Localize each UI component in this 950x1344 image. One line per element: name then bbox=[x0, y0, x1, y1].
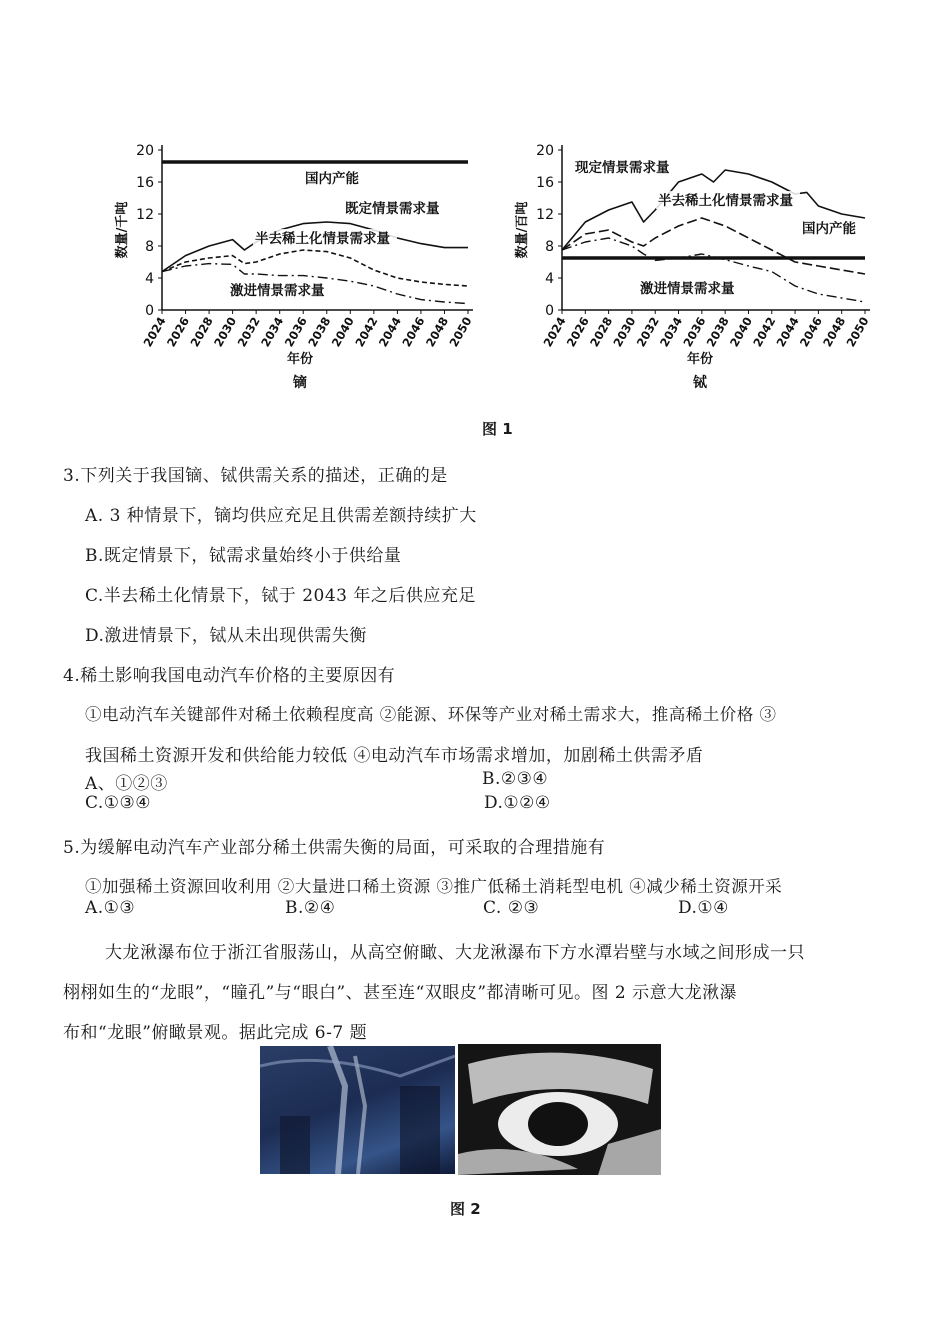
x-tick-label: 2036 bbox=[680, 314, 709, 350]
series-annotation: 激进情景需求量 bbox=[640, 281, 735, 297]
series-annotation: 国内产能 bbox=[802, 221, 856, 237]
q5-option-c: C. ②③ bbox=[483, 898, 540, 918]
series-line bbox=[162, 250, 468, 286]
y-tick-label: 8 bbox=[145, 239, 154, 255]
q5-stem: 5.为缓解电动汽车产业部分稀土供需失衡的局面，可采取的合理措施有 bbox=[63, 838, 606, 858]
x-axis-label: 年份 bbox=[286, 352, 314, 367]
x-tick-label: 2040 bbox=[726, 314, 756, 350]
figure1-caption: 图 1 bbox=[482, 420, 513, 438]
q3-option-a: A. 3 种情景下，镝均供应充足且供需差额持续扩大 bbox=[85, 506, 477, 526]
series-annotation: 既定情景需求量 bbox=[345, 201, 440, 217]
q5-option-b: B.②④ bbox=[285, 898, 336, 918]
passage-line2: 栩栩如生的“龙眼”，“瞳孔”与“眼白”、甚至连“双眼皮”都清晰可见。图 2 示意大龙湫瀑 bbox=[63, 983, 738, 1003]
q5-option-d: D.①④ bbox=[678, 898, 729, 918]
x-tick-label: 2042 bbox=[750, 314, 779, 350]
series-annotation: 半去稀土化情景需求量 bbox=[255, 231, 390, 247]
x-tick-label: 2026 bbox=[563, 314, 592, 350]
chart-subtitle: 镝 bbox=[293, 375, 307, 391]
y-tick-label: 12 bbox=[536, 207, 554, 223]
y-tick-label: 4 bbox=[145, 271, 154, 287]
y-tick-label: 4 bbox=[545, 271, 554, 287]
x-tick-label: 2044 bbox=[375, 314, 404, 350]
x-tick-label: 2050 bbox=[843, 314, 872, 350]
figure2-caption: 图 2 bbox=[450, 1200, 481, 1218]
x-tick-label: 2046 bbox=[796, 314, 825, 350]
chart-subtitle: 铽 bbox=[693, 375, 707, 391]
dragon-eye-photo bbox=[458, 1044, 661, 1175]
x-tick-label: 2040 bbox=[328, 314, 357, 350]
x-tick-label: 2032 bbox=[633, 314, 662, 350]
x-tick-label: 2048 bbox=[820, 314, 849, 350]
x-tick-label: 2038 bbox=[305, 314, 334, 350]
y-axis-label: 数量/百吨 bbox=[515, 201, 530, 259]
x-tick-label: 2044 bbox=[773, 314, 802, 350]
y-tick-label: 12 bbox=[136, 207, 154, 223]
passage-line3: 布和“龙眼”俯瞰景观。据此完成 6-7 题 bbox=[63, 1023, 368, 1043]
x-tick-label: 2042 bbox=[352, 314, 381, 350]
x-tick-label: 2048 bbox=[422, 314, 452, 350]
y-axis-label: 数量/千吨 bbox=[115, 201, 130, 259]
x-tick-label: 2026 bbox=[164, 314, 193, 350]
y-tick-label: 20 bbox=[136, 143, 154, 159]
x-tick-label: 2050 bbox=[446, 314, 475, 350]
q3-stem: 3.下列关于我国镝、铽供需关系的描述，正确的是 bbox=[63, 466, 448, 486]
y-tick-label: 16 bbox=[136, 175, 154, 191]
q4-stem: 4.稀土影响我国电动汽车价格的主要原因有 bbox=[63, 666, 396, 686]
chart-terbium bbox=[510, 135, 890, 405]
waterfall-photo bbox=[260, 1046, 455, 1174]
x-tick-label: 2034 bbox=[258, 314, 287, 350]
x-tick-label: 2024 bbox=[540, 314, 569, 350]
y-tick-label: 16 bbox=[536, 175, 554, 191]
x-tick-label: 2030 bbox=[610, 314, 639, 350]
q5-option-a: A.①③ bbox=[85, 898, 136, 918]
series-annotation: 现定情景需求量 bbox=[575, 160, 670, 176]
x-tick-label: 2028 bbox=[187, 314, 216, 350]
q4-option-b: B.②③④ bbox=[482, 769, 549, 789]
q4-option-c: C.①③④ bbox=[85, 793, 152, 813]
x-tick-label: 2034 bbox=[657, 314, 686, 350]
series-annotation: 半去稀土化情景需求量 bbox=[658, 193, 793, 209]
x-tick-label: 2038 bbox=[703, 314, 732, 350]
x-tick-label: 2030 bbox=[211, 314, 240, 350]
q3-option-c: C.半去稀土化情景下，铽于 2043 年之后供应充足 bbox=[85, 586, 476, 606]
series-annotation: 国内产能 bbox=[305, 171, 359, 187]
q4-statements-line2: 我国稀土资源开发和供给能力较低 ④电动汽车市场需求增加，加剧稀土供需矛盾 bbox=[85, 746, 704, 766]
y-tick-label: 20 bbox=[536, 143, 554, 159]
passage-line1: 大龙湫瀑布位于浙江省服荡山，从高空俯瞰、大龙湫瀑布下方水潭岩壁与水域之间形成一只 bbox=[105, 943, 805, 963]
y-tick-label: 8 bbox=[545, 239, 554, 255]
x-tick-label: 2028 bbox=[587, 314, 616, 350]
x-tick-label: 2036 bbox=[281, 314, 310, 350]
x-tick-label: 2046 bbox=[399, 314, 428, 350]
q4-option-a: A、①②③ bbox=[85, 774, 168, 794]
x-tick-label: 2032 bbox=[234, 314, 263, 350]
q4-option-d: D.①②④ bbox=[484, 793, 551, 813]
q3-option-b: B.既定情景下，铽需求量始终小于供给量 bbox=[85, 546, 402, 566]
chart-dysprosium bbox=[110, 135, 490, 405]
series-annotation: 激进情景需求量 bbox=[230, 283, 325, 299]
q5-statements: ①加强稀土资源回收利用 ②大量进口稀土资源 ③推广低稀土消耗型电机 ④减少稀土资源开采 bbox=[85, 877, 783, 896]
x-tick-label: 2024 bbox=[140, 314, 169, 350]
x-axis-label: 年份 bbox=[686, 352, 714, 367]
y-tick-label: 0 bbox=[545, 303, 554, 319]
y-tick-label: 0 bbox=[145, 303, 154, 319]
q3-option-d: D.激进情景下，铽从未出现供需失衡 bbox=[85, 626, 367, 646]
q4-statements-line1: ①电动汽车关键部件对稀土依赖程度高 ②能源、环保等产业对稀土需求大，推高稀土价格 ③ bbox=[85, 705, 777, 724]
